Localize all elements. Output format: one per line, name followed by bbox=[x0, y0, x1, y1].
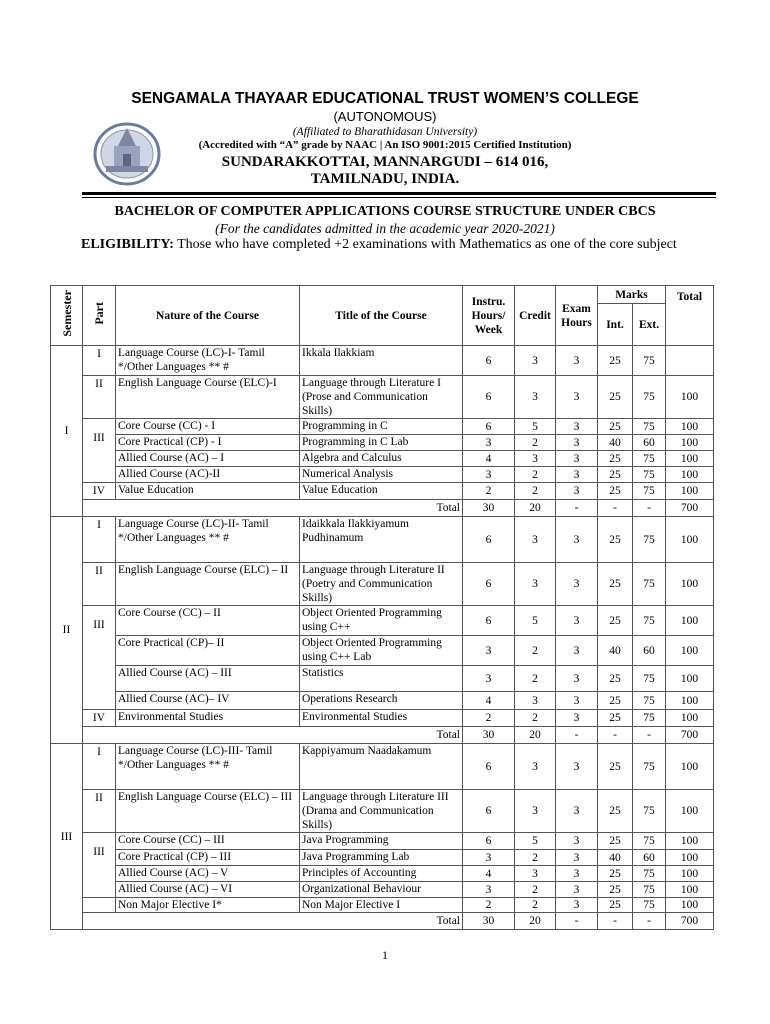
total-marks-cell: 100 bbox=[666, 419, 714, 435]
course-title-cell: Java Programming bbox=[300, 833, 463, 850]
credit-cell: 2 bbox=[515, 710, 556, 727]
nature-cell: Core Practical (CP) - I bbox=[116, 435, 300, 451]
total-total-cell: 700 bbox=[666, 727, 714, 744]
header-exam-hours: Exam Hours bbox=[556, 286, 598, 346]
internal-marks-cell: 25 bbox=[598, 376, 633, 419]
hours-cell: 6 bbox=[463, 346, 515, 376]
page-number: 1 bbox=[382, 948, 388, 962]
credit-cell: 3 bbox=[515, 563, 556, 606]
nature-cell: Allied Course (AC)-II bbox=[116, 467, 300, 483]
total-marks-cell: 100 bbox=[666, 451, 714, 467]
part-cell: III bbox=[83, 833, 116, 898]
total-marks-cell: 100 bbox=[666, 376, 714, 419]
autonomous-label: (AUTONOMOUS) bbox=[333, 109, 437, 124]
nature-cell: Language Course (LC)-II- Tamil */Other Languages ** # bbox=[116, 517, 300, 563]
internal-marks-cell: 25 bbox=[598, 744, 633, 790]
total-marks-cell bbox=[666, 346, 714, 376]
college-name: SENGAMALA THAYAAR EDUCATIONAL TRUST WOMEN’S COLLEGE bbox=[131, 90, 639, 107]
course-title-cell: Object Oriented Programming using C++ Lab bbox=[300, 636, 463, 666]
header-semester: Semester bbox=[51, 286, 83, 346]
header-part: Part bbox=[83, 286, 116, 346]
header-title: Title of the Course bbox=[300, 286, 463, 346]
credit-cell: 2 bbox=[515, 898, 556, 913]
nature-cell: Allied Course (AC) – VI bbox=[116, 882, 300, 898]
course-structure-table bbox=[50, 285, 714, 930]
external-marks-cell: 75 bbox=[633, 744, 666, 790]
external-marks-cell: 75 bbox=[633, 692, 666, 710]
nature-cell: Allied Course (AC) – III bbox=[116, 666, 300, 692]
hours-cell: 3 bbox=[463, 467, 515, 483]
total-exam-cell: - bbox=[556, 913, 598, 930]
semester-cell: III bbox=[51, 744, 83, 930]
course-title-cell: Principles of Accounting bbox=[300, 866, 463, 882]
hours-cell: 3 bbox=[463, 882, 515, 898]
internal-marks-cell: 25 bbox=[598, 692, 633, 710]
hours-cell: 6 bbox=[463, 790, 515, 833]
hours-cell: 3 bbox=[463, 850, 515, 866]
exam-hours-cell: 3 bbox=[556, 435, 598, 451]
external-marks-cell: 75 bbox=[633, 666, 666, 692]
hours-cell: 2 bbox=[463, 483, 515, 500]
course-title-cell: Non Major Elective I bbox=[300, 898, 463, 913]
nature-cell: Environmental Studies bbox=[116, 710, 300, 727]
hours-cell: 6 bbox=[463, 419, 515, 435]
total-marks-cell: 100 bbox=[666, 790, 714, 833]
total-total-cell: 700 bbox=[666, 500, 714, 517]
total-marks-cell: 100 bbox=[666, 866, 714, 882]
part-cell: II bbox=[83, 790, 116, 833]
exam-hours-cell: 3 bbox=[556, 606, 598, 636]
nature-cell: English Language Course (ELC) – II bbox=[116, 563, 300, 606]
external-marks-cell: 60 bbox=[633, 636, 666, 666]
header-int: Int. bbox=[598, 304, 633, 346]
exam-hours-cell: 3 bbox=[556, 790, 598, 833]
header-nature: Nature of the Course bbox=[116, 286, 300, 346]
internal-marks-cell: 25 bbox=[598, 666, 633, 692]
course-title-cell: Environmental Studies bbox=[300, 710, 463, 727]
part-cell: I bbox=[83, 517, 116, 563]
credit-cell: 5 bbox=[515, 419, 556, 435]
course-row bbox=[51, 710, 714, 727]
external-marks-cell: 75 bbox=[633, 517, 666, 563]
internal-marks-cell: 25 bbox=[598, 467, 633, 483]
credit-cell: 3 bbox=[515, 451, 556, 467]
course-table-body bbox=[51, 346, 714, 930]
exam-hours-cell: 3 bbox=[556, 636, 598, 666]
course-row bbox=[51, 882, 714, 898]
credit-cell: 2 bbox=[515, 435, 556, 451]
course-title-cell: Operations Research bbox=[300, 692, 463, 710]
course-title-cell: Language through Literature I (Prose and Communication Skills) bbox=[300, 376, 463, 419]
exam-hours-cell: 3 bbox=[556, 563, 598, 606]
course-title-cell: Ikkala Ilakkiam bbox=[300, 346, 463, 376]
hours-cell: 6 bbox=[463, 744, 515, 790]
course-row bbox=[51, 483, 714, 500]
exam-hours-cell: 3 bbox=[556, 666, 598, 692]
exam-hours-cell: 3 bbox=[556, 898, 598, 913]
total-marks-cell: 100 bbox=[666, 517, 714, 563]
part-cell: I bbox=[83, 744, 116, 790]
total-marks-cell: 100 bbox=[666, 882, 714, 898]
total-marks-cell: 100 bbox=[666, 483, 714, 500]
total-marks-cell: 100 bbox=[666, 467, 714, 483]
course-row bbox=[51, 898, 714, 913]
external-marks-cell: 75 bbox=[633, 882, 666, 898]
nature-cell: Core Practical (CP) – III bbox=[116, 850, 300, 866]
internal-marks-cell: 25 bbox=[598, 346, 633, 376]
external-marks-cell: 60 bbox=[633, 435, 666, 451]
credit-cell: 2 bbox=[515, 666, 556, 692]
course-row bbox=[51, 866, 714, 882]
total-marks-cell: 100 bbox=[666, 710, 714, 727]
part-cell: II bbox=[83, 376, 116, 419]
external-marks-cell: 75 bbox=[633, 419, 666, 435]
course-row bbox=[51, 636, 714, 666]
nature-cell: English Language Course (ELC) – III bbox=[116, 790, 300, 833]
internal-marks-cell: 25 bbox=[598, 833, 633, 850]
header-ext: Ext. bbox=[633, 304, 666, 346]
nature-cell: Language Course (LC)-I- Tamil */Other Languages ** # bbox=[116, 346, 300, 376]
total-ext-cell: - bbox=[633, 727, 666, 744]
total-ext-cell: - bbox=[633, 500, 666, 517]
hours-cell: 2 bbox=[463, 898, 515, 913]
credit-cell: 5 bbox=[515, 606, 556, 636]
external-marks-cell: 75 bbox=[633, 710, 666, 727]
header-credit: Credit bbox=[515, 286, 556, 346]
internal-marks-cell: 40 bbox=[598, 636, 633, 666]
exam-hours-cell: 3 bbox=[556, 483, 598, 500]
eligibility-statement bbox=[81, 236, 691, 254]
hours-cell: 6 bbox=[463, 606, 515, 636]
hours-cell: 4 bbox=[463, 866, 515, 882]
course-row bbox=[51, 467, 714, 483]
exam-hours-cell: 3 bbox=[556, 346, 598, 376]
total-ext-cell: - bbox=[633, 913, 666, 930]
exam-hours-cell: 3 bbox=[556, 850, 598, 866]
header-divider-thin bbox=[82, 197, 716, 198]
course-title-cell: Language through Literature II (Poetry and Communication Skills) bbox=[300, 563, 463, 606]
external-marks-cell: 75 bbox=[633, 467, 666, 483]
course-row bbox=[51, 606, 714, 636]
semester-total-row bbox=[51, 913, 714, 930]
part-cell: IV bbox=[83, 710, 116, 727]
course-title-cell: Kappiyamum Naadakamum bbox=[300, 744, 463, 790]
total-int-cell: - bbox=[598, 500, 633, 517]
exam-hours-cell: 3 bbox=[556, 376, 598, 419]
nature-cell: Core Course (CC) – III bbox=[116, 833, 300, 850]
total-marks-cell: 100 bbox=[666, 666, 714, 692]
credit-cell: 2 bbox=[515, 467, 556, 483]
external-marks-cell: 75 bbox=[633, 563, 666, 606]
total-int-cell: - bbox=[598, 727, 633, 744]
course-row bbox=[51, 744, 714, 790]
internal-marks-cell: 25 bbox=[598, 710, 633, 727]
course-row bbox=[51, 833, 714, 850]
course-row bbox=[51, 666, 714, 692]
part-cell: IV bbox=[83, 483, 116, 500]
exam-hours-cell: 3 bbox=[556, 419, 598, 435]
course-row bbox=[51, 376, 714, 419]
semester-total-row bbox=[51, 727, 714, 744]
hours-cell: 4 bbox=[463, 451, 515, 467]
semester-cell: II bbox=[51, 517, 83, 744]
nature-cell: Allied Course (AC) – V bbox=[116, 866, 300, 882]
nature-cell: Allied Course (AC) – I bbox=[116, 451, 300, 467]
external-marks-cell: 75 bbox=[633, 606, 666, 636]
credit-cell: 2 bbox=[515, 882, 556, 898]
nature-cell: Non Major Elective I* bbox=[116, 898, 300, 913]
external-marks-cell: 60 bbox=[633, 850, 666, 866]
total-exam-cell: - bbox=[556, 500, 598, 517]
total-label: Total bbox=[83, 500, 463, 517]
document-subtitle: (For the candidates admitted in the academic year 2020-2021) bbox=[215, 221, 555, 236]
total-exam-cell: - bbox=[556, 727, 598, 744]
total-int-cell: - bbox=[598, 913, 633, 930]
course-row bbox=[51, 692, 714, 710]
hours-cell: 3 bbox=[463, 666, 515, 692]
exam-hours-cell: 3 bbox=[556, 882, 598, 898]
external-marks-cell: 75 bbox=[633, 346, 666, 376]
exam-hours-cell: 3 bbox=[556, 744, 598, 790]
credit-cell: 3 bbox=[515, 744, 556, 790]
course-title-cell: Programming in C bbox=[300, 419, 463, 435]
internal-marks-cell: 40 bbox=[598, 850, 633, 866]
course-title-cell: Numerical Analysis bbox=[300, 467, 463, 483]
part-cell bbox=[83, 898, 116, 913]
total-marks-cell: 100 bbox=[666, 833, 714, 850]
external-marks-cell: 75 bbox=[633, 833, 666, 850]
course-row bbox=[51, 451, 714, 467]
external-marks-cell: 75 bbox=[633, 866, 666, 882]
credit-cell: 2 bbox=[515, 850, 556, 866]
semester-total-row bbox=[51, 500, 714, 517]
credit-cell: 2 bbox=[515, 483, 556, 500]
total-marks-cell: 100 bbox=[666, 850, 714, 866]
external-marks-cell: 75 bbox=[633, 898, 666, 913]
eligibility-label: ELIGIBILITY: bbox=[81, 237, 174, 252]
nature-cell: Language Course (LC)-III- Tamil */Other Languages ** # bbox=[116, 744, 300, 790]
hours-cell: 2 bbox=[463, 710, 515, 727]
exam-hours-cell: 3 bbox=[556, 833, 598, 850]
exam-hours-cell: 3 bbox=[556, 866, 598, 882]
part-cell: II bbox=[83, 563, 116, 606]
nature-cell: Core Course (CC) – II bbox=[116, 606, 300, 636]
course-title-cell: Statistics bbox=[300, 666, 463, 692]
internal-marks-cell: 25 bbox=[598, 451, 633, 467]
address-line-1: SUNDARAKKOTTAI, MANNARGUDI – 614 016, bbox=[221, 154, 549, 170]
total-marks-cell: 100 bbox=[666, 435, 714, 451]
internal-marks-cell: 25 bbox=[598, 882, 633, 898]
course-title-cell: Programming in C Lab bbox=[300, 435, 463, 451]
course-row bbox=[51, 517, 714, 563]
total-hours-cell: 30 bbox=[463, 913, 515, 930]
total-label: Total bbox=[83, 913, 463, 930]
credit-cell: 3 bbox=[515, 346, 556, 376]
course-title-cell: Value Education bbox=[300, 483, 463, 500]
course-title-cell: Organizational Behaviour bbox=[300, 882, 463, 898]
course-title-cell: Idaikkala Ilakkiyamum Pudhinamum bbox=[300, 517, 463, 563]
nature-cell: Value Education bbox=[116, 483, 300, 500]
credit-cell: 3 bbox=[515, 376, 556, 419]
nature-cell: Allied Course (AC)– IV bbox=[116, 692, 300, 710]
document-title: BACHELOR OF COMPUTER APPLICATIONS COURSE STRUCTURE UNDER CBCS bbox=[114, 204, 656, 219]
internal-marks-cell: 25 bbox=[598, 866, 633, 882]
header-divider-thick bbox=[82, 192, 716, 195]
exam-hours-cell: 3 bbox=[556, 517, 598, 563]
total-credit-cell: 20 bbox=[515, 727, 556, 744]
course-title-cell: Java Programming Lab bbox=[300, 850, 463, 866]
hours-cell: 4 bbox=[463, 692, 515, 710]
total-marks-cell: 100 bbox=[666, 744, 714, 790]
course-row bbox=[51, 419, 714, 435]
total-credit-cell: 20 bbox=[515, 913, 556, 930]
hours-cell: 6 bbox=[463, 563, 515, 606]
credit-cell: 3 bbox=[515, 692, 556, 710]
credit-cell: 3 bbox=[515, 866, 556, 882]
exam-hours-cell: 3 bbox=[556, 451, 598, 467]
internal-marks-cell: 25 bbox=[598, 606, 633, 636]
course-row bbox=[51, 850, 714, 866]
external-marks-cell: 75 bbox=[633, 451, 666, 467]
hours-cell: 6 bbox=[463, 517, 515, 563]
accreditation-text: (Accredited with “A” grade by NAAC | An ISO 9001:2015 Certified Institution) bbox=[198, 139, 572, 151]
nature-cell: Core Practical (CP)– II bbox=[116, 636, 300, 666]
course-title-cell: Algebra and Calculus bbox=[300, 451, 463, 467]
course-title-cell: Language through Literature III (Drama and Communication Skills) bbox=[300, 790, 463, 833]
address-line-2: TAMILNADU, INDIA. bbox=[310, 171, 460, 187]
total-total-cell: 700 bbox=[666, 913, 714, 930]
header-hours: Instru. Hours/ Week bbox=[463, 286, 515, 346]
part-cell: III bbox=[83, 419, 116, 483]
total-marks-cell: 100 bbox=[666, 636, 714, 666]
total-marks-cell: 100 bbox=[666, 563, 714, 606]
internal-marks-cell: 40 bbox=[598, 435, 633, 451]
internal-marks-cell: 25 bbox=[598, 790, 633, 833]
total-hours-cell: 30 bbox=[463, 500, 515, 517]
nature-cell: English Language Course (ELC)-I bbox=[116, 376, 300, 419]
course-row bbox=[51, 435, 714, 451]
internal-marks-cell: 25 bbox=[598, 517, 633, 563]
credit-cell: 2 bbox=[515, 636, 556, 666]
exam-hours-cell: 3 bbox=[556, 467, 598, 483]
total-marks-cell: 100 bbox=[666, 692, 714, 710]
exam-hours-cell: 3 bbox=[556, 692, 598, 710]
external-marks-cell: 75 bbox=[633, 483, 666, 500]
semester-cell: I bbox=[51, 346, 83, 517]
exam-hours-cell: 3 bbox=[556, 710, 598, 727]
affiliation-text: (Affiliated to Bharathidasan University) bbox=[292, 126, 478, 138]
internal-marks-cell: 25 bbox=[598, 563, 633, 606]
hours-cell: 3 bbox=[463, 435, 515, 451]
total-marks-cell: 100 bbox=[666, 898, 714, 913]
eligibility-text: Those who have completed +2 examinations with Mathematics as one of the core subject bbox=[173, 237, 677, 252]
external-marks-cell: 75 bbox=[633, 376, 666, 419]
credit-cell: 5 bbox=[515, 833, 556, 850]
hours-cell: 3 bbox=[463, 636, 515, 666]
nature-cell: Core Course (CC) - I bbox=[116, 419, 300, 435]
hours-cell: 6 bbox=[463, 376, 515, 419]
header-marks: Marks bbox=[598, 286, 666, 304]
total-hours-cell: 30 bbox=[463, 727, 515, 744]
part-cell: I bbox=[83, 346, 116, 376]
total-credit-cell: 20 bbox=[515, 500, 556, 517]
part-cell: III bbox=[83, 606, 116, 710]
course-row bbox=[51, 790, 714, 833]
credit-cell: 3 bbox=[515, 517, 556, 563]
hours-cell: 6 bbox=[463, 833, 515, 850]
total-label: Total bbox=[83, 727, 463, 744]
credit-cell: 3 bbox=[515, 790, 556, 833]
internal-marks-cell: 25 bbox=[598, 898, 633, 913]
internal-marks-cell: 25 bbox=[598, 419, 633, 435]
external-marks-cell: 75 bbox=[633, 790, 666, 833]
total-marks-cell: 100 bbox=[666, 606, 714, 636]
course-row bbox=[51, 563, 714, 606]
course-row bbox=[51, 346, 714, 376]
header-total: Total bbox=[666, 286, 714, 346]
internal-marks-cell: 25 bbox=[598, 483, 633, 500]
course-title-cell: Object Oriented Programming using C++ bbox=[300, 606, 463, 636]
